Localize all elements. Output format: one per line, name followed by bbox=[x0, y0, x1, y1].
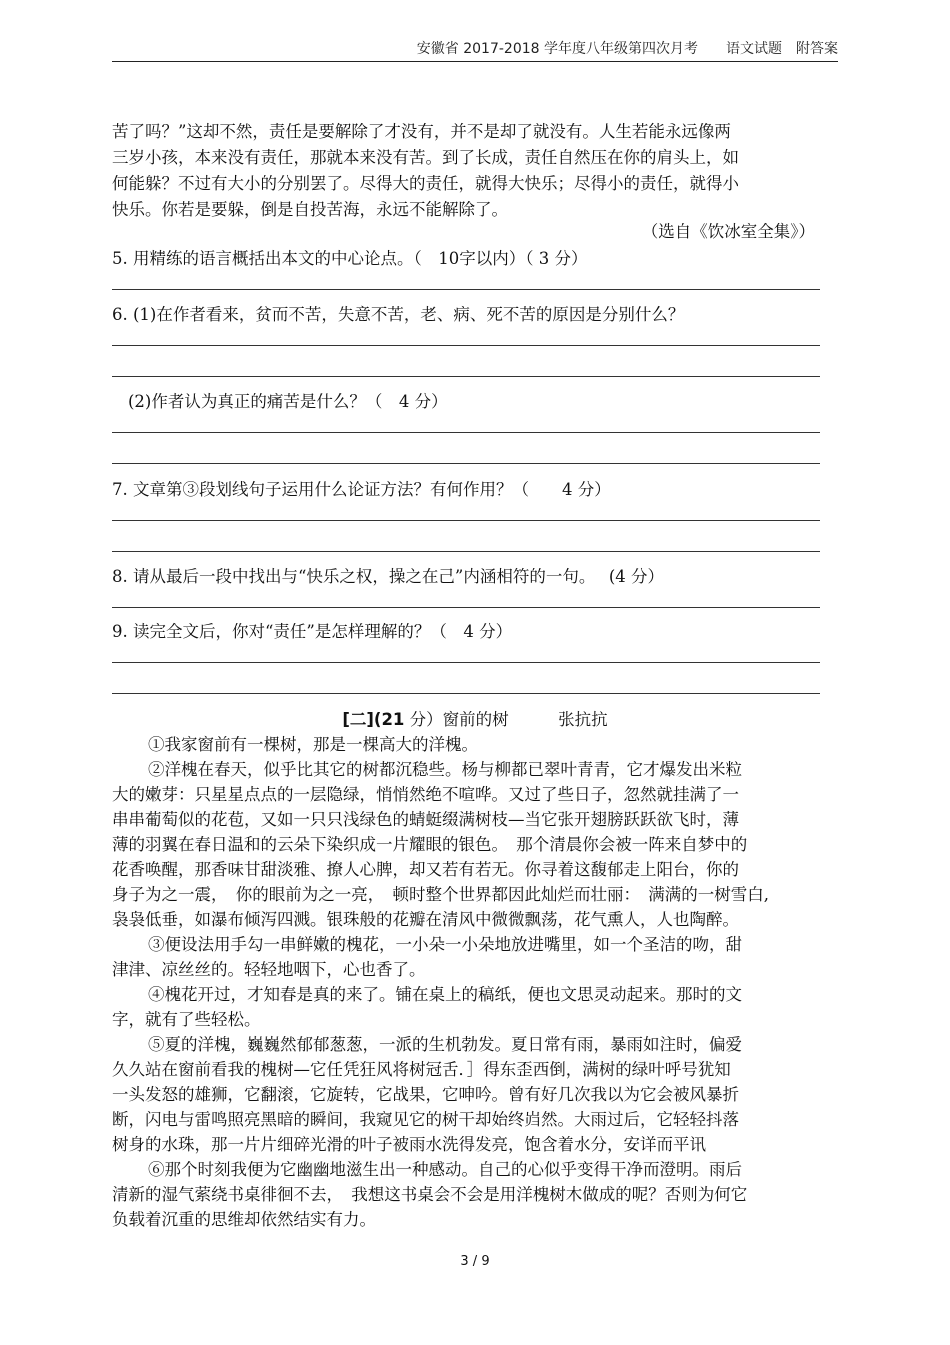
passage-line: 苦了吗？”这却不然，责任是要解除了才没有，并不是却了就没有。人生若能永远像两 bbox=[112, 122, 731, 141]
question-8: 8. 请从最后一段中找出与“快乐之权，操之在己”内涵相符的一句。 (4 分） bbox=[112, 567, 665, 586]
answer-line bbox=[112, 345, 820, 346]
passage-line: 字，就有了些轻松。 bbox=[112, 1010, 261, 1029]
question-9: 9. 读完全文后，你对“责任”是怎样理解的？（ 4 分） bbox=[112, 622, 513, 641]
passage-line: 津津、凉丝丝的。轻轻地咽下，心也香了。 bbox=[112, 960, 426, 979]
passage-line: ⑤夏的洋槐，巍巍然郁郁葱葱，一派的生机勃发。夏日常有雨，暴雨如注时，偏爱 bbox=[148, 1035, 742, 1054]
passage-line: ④槐花开过，才知春是真的来了。铺在桌上的稿纸，便也文思灵动起来。那时的文 bbox=[148, 985, 742, 1004]
answer-line bbox=[112, 693, 820, 694]
answer-line bbox=[112, 520, 820, 521]
passage-line: ①我家窗前有一棵树，那是一棵高大的洋槐。 bbox=[148, 735, 478, 754]
passage-line: 树身的水珠，那一片片细碎光滑的叶子被雨水洗得发亮，饱含着水分，安详而平讯 bbox=[112, 1135, 706, 1154]
question-5: 5. 用精练的语言概括出本文的中心论点。（ 10字以内）（ 3 分） bbox=[112, 249, 588, 268]
section-title-text: 分）窗前的树 张抗抗 bbox=[404, 710, 608, 729]
passage-line: 一头发怒的雄狮，它翻滚，它旋转，它战果，它呻吟。曾有好几次我以为它会被风暴折 bbox=[112, 1085, 739, 1104]
passage-line: ②洋槐在春天，似乎比其它的树都沉稳些。杨与柳都已翠叶青青，它才爆发出米粒 bbox=[148, 760, 742, 779]
passage-line: 串串葡萄似的花苞，又如一只只浅绿色的蜻蜓缀满树枝—当它张开翅膀跃跃欲飞时，薄 bbox=[112, 810, 739, 829]
passage-line: 快乐。你若是要躲，倒是自投苦海，永远不能解除了。 bbox=[112, 200, 508, 219]
passage-line: ③便设法用手勾一串鲜嫩的槐花，一小朵一小朵地放进嘴里，如一个圣洁的吻，甜 bbox=[148, 935, 742, 954]
section-number: [二](21 bbox=[342, 710, 405, 729]
passage-line: 大的嫩芽：只星星点点的一层隐绿，悄悄然绝不喧哗。又过了些日子，忽然就挂满了一 bbox=[112, 785, 739, 804]
answer-line bbox=[112, 463, 820, 464]
passage-line: 负载着沉重的思维却依然结实有力。 bbox=[112, 1210, 376, 1229]
source-citation: （选自《饮冰室全集》） bbox=[641, 222, 815, 241]
answer-line bbox=[112, 551, 820, 552]
question-7: 7. 文章第③段划线句子运用什么论证方法？有何作用？（ 4 分） bbox=[112, 480, 611, 499]
answer-line bbox=[112, 376, 820, 377]
passage-line: 身子为之一震， 你的眼前为之一亮， 顿时整个世界都因此灿烂而壮丽： 满满的一树雪白, bbox=[112, 885, 769, 904]
passage-line: 断，闪电与雷鸣照亮黑暗的瞬间，我窥见它的树干却始终岿然。大雨过后，它轻轻抖落 bbox=[112, 1110, 739, 1129]
answer-line bbox=[112, 432, 820, 433]
passage-line: 花香唤醒，那香味甘甜淡雅、撩人心脾，却又若有若无。你寻着这馥郁走上阳台，你的 bbox=[112, 860, 739, 879]
answer-line bbox=[112, 607, 820, 608]
page-header: 安徽省 2017-2018 学年度八年级第四次月考 语文试题 附答案 bbox=[112, 38, 838, 62]
passage-line: 袅袅低垂，如瀑布倾泻四溅。银珠般的花瓣在清风中微微飘荡，花气熏人，人也陶醉。 bbox=[112, 910, 739, 929]
question-6-2: (2)作者认为真正的痛苦是什么？（ 4 分） bbox=[128, 392, 448, 411]
passage-line: 何能躲？不过有大小的分别罢了。尽得大的责任，就得大快乐；尽得小的责任，就得小 bbox=[112, 174, 739, 193]
question-6-1: 6. (1)在作者看来，贫而不苦，失意不苦，老、病、死不苦的原因是分别什么？ bbox=[112, 305, 685, 324]
passage-line: 三岁小孩，本来没有责任，那就本来没有苦。到了长成，责任自然压在你的肩头上，如 bbox=[112, 148, 739, 167]
passage-line: 薄的羽翼在春日温和的云朵下染织成一片耀眼的银色。 那个清晨你会被一阵来自梦中的 bbox=[112, 835, 748, 854]
page-number: 3 / 9 bbox=[460, 1254, 490, 1269]
section-title bbox=[0, 706, 950, 730]
passage-line: ⑥那个时刻我便为它幽幽地滋生出一种感动。自己的心似乎变得干净而澄明。雨后 bbox=[148, 1160, 742, 1179]
answer-line bbox=[112, 289, 820, 290]
passage-line: 清新的湿气萦绕书桌徘徊不去， 我想这书桌会不会是用洋槐树木做成的呢？否则为何它 bbox=[112, 1185, 748, 1204]
answer-line bbox=[112, 662, 820, 663]
passage-line: 久久站在窗前看我的槐树—它任凭狂风将树冠舌．］得东歪西倒，满树的绿叶呼号犹知 bbox=[112, 1060, 731, 1079]
